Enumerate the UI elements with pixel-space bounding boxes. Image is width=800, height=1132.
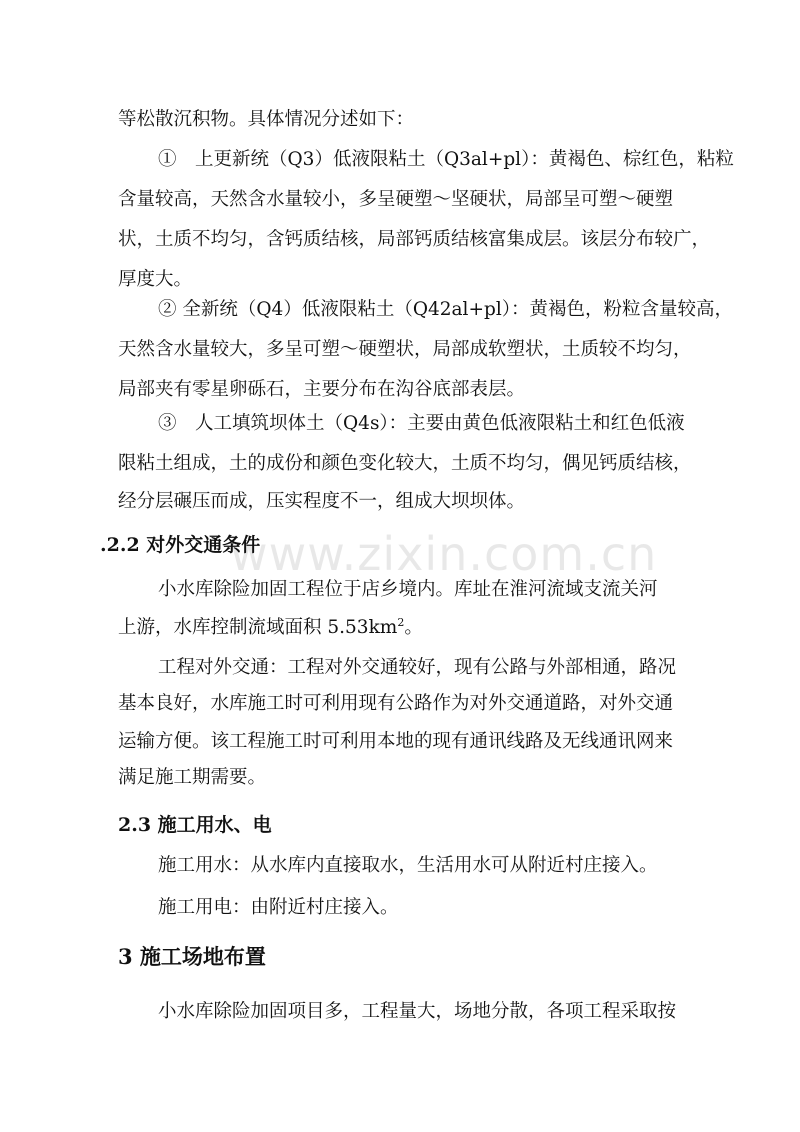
text-line: 小水库除险加固项目多，工程量大，场地分散，各项工程采取按 — [158, 1001, 677, 1022]
text-line: 基本良好，水库施工时可利用现有公路作为对外交通道路，对外交通 — [118, 693, 674, 714]
text-line: ③ 人工填筑坝体土（Q4s）：主要由黄色低液限粘土和红色低液 — [158, 413, 685, 434]
text-line: 运输方便。该工程施工时可利用本地的现有通讯线路及无线通讯网来 — [118, 731, 674, 752]
text-line: 限粘土组成，土的成份和颜色变化较大，土质不均匀，偶见钙质结核， — [118, 453, 692, 474]
text-line: 工程对外交通：工程对外交通较好，现有公路与外部相通，路况 — [158, 657, 677, 678]
area-end: 。 — [404, 617, 423, 638]
text-line: 含量较高，天然含水量较小，多呈硬塑～坚硬状，局部呈可塑～硬塑 — [118, 189, 674, 210]
area-line — [118, 616, 423, 640]
watermark: www.zixin.com.cn — [230, 527, 658, 581]
area-text: 上游，水库控制流域面积 5.53km — [118, 617, 398, 638]
text-line: 状，土质不均匀，含钙质结核，局部钙质结核富集成层。该层分布较广， — [118, 229, 711, 250]
text-line: 满足施工期需要。 — [118, 767, 267, 788]
power-line: 施工用电：由附近村庄接入。 — [158, 897, 399, 918]
text-line: ① 上更新统（Q3）低液限粘土（Q3al+pl）：黄褐色、棕红色，粘粒 — [158, 149, 734, 170]
text-line: ② 全新统（Q4）低液限粘土（Q42al+pl）：黄褐色，粉粒含量较高， — [158, 299, 733, 320]
text-line: 厚度大。 — [118, 269, 193, 290]
water-line: 施工用水：从水库内直接取水，生活用水可从附近村庄接入。 — [158, 855, 658, 876]
text-line: 经分层碾压而成，压实程度不一，组成大坝坝体。 — [118, 491, 526, 512]
area-superscript: 2 — [397, 615, 405, 629]
text-line: 天然含水量较大，多呈可塑～硬塑状，局部成软塑状，土质较不均匀， — [118, 339, 692, 360]
section-heading-2-2: .2.2 对外交通条件 — [100, 534, 261, 556]
text-line: 局部夹有零星卵砾石，主要分布在沟谷底部表层。 — [118, 379, 526, 400]
intro-line: 等松散沉积物。具体情况分述如下： — [118, 109, 415, 130]
section-heading-2-3: 2.3 施工用水、电 — [118, 814, 272, 836]
section-heading-3: 3 施工场地布置 — [118, 944, 266, 969]
text-line: 小水库除险加固工程位于店乡境内。库址在淮河流域支流关河 — [158, 579, 658, 600]
